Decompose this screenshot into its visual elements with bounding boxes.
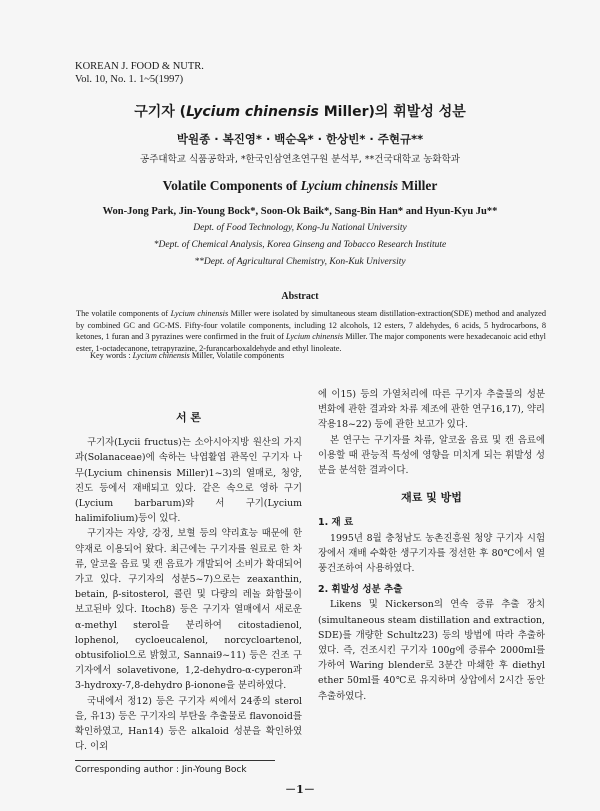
keywords: Key words : Lycium chinensis Miller, Volatile components [90, 351, 285, 360]
paragraph: Likens 및 Nickerson의 연속 증류 추출 장치(simultaneous steam distillation and extraction, SDE)를 개량한 Schultz23) 등의 방법에 따라 추출하였다. 즉, 건조시킨 구기자 100g에 증류수 2000ml를 가하여 Waring blender로 3분간 마쇄한 후 diethyl ether 50ml를 40℃로 유지하며 상압에서 2시간 동안 추출하였다. [318, 599, 545, 702]
section-heading-introduction: 서 론 [175, 411, 202, 424]
subsection-heading: 1. 재 료 [318, 517, 354, 529]
paragraph: 본 연구는 구기자를 차류, 알코올 음료 및 캔 음료에 이용할 때 관능적 특성에 영향을 미치게 되는 휘발성 성분을 분석한 결과이다. [318, 434, 545, 477]
page-number: －1－ [285, 783, 315, 796]
right-column [318, 387, 545, 704]
journal-name: KOREAN J. FOOD & NUTR. [75, 61, 204, 72]
paragraph: 에 이15) 등의 가열처리에 따른 구기자 추출물의 성분 변화에 관한 결과와 차류 제조에 관한 연구16,17), 약리작용18~22) 등에 관한 보고가 있다. [318, 389, 545, 431]
affiliation-1: Dept. of Food Technology, Kong-Ju National University [193, 223, 407, 233]
journal-header [75, 60, 204, 86]
english-title: Volatile Components of Lycium chinensis Miller [162, 178, 438, 193]
subsection-heading: 2. 휘발성 성분 추출 [318, 584, 403, 596]
korean-affiliations: 공주대학교 식품공학과, *한국인삼연초연구원 분석부, **건국대학교 농화학과 [140, 154, 460, 165]
footnote-rule [75, 760, 275, 761]
corresponding-author-footnote: Corresponding author : Jin-Young Bock [75, 765, 247, 775]
affiliation-2: *Dept. of Chemical Analysis, Korea Ginseng and Tobacco Research Institute [153, 240, 447, 250]
paragraph: 1995년 8월 충청남도 농촌진흥원 청양 구기자 시험장에서 재배 수확한 생구기자를 정선한 후 80℃에서 열풍건조하여 사용하였다. [318, 532, 545, 575]
journal-volume: Vol. 10, No. 1. 1~5(1997) [75, 74, 184, 85]
left-column [75, 410, 302, 754]
korean-authors: 박원종 · 복진영* · 백순옥* · 한상빈* · 주현규** [176, 132, 424, 146]
abstract-heading: Abstract [281, 291, 319, 302]
section-heading-methods: 재료 및 방법 [401, 491, 462, 505]
paragraph: 구기자(Lycii fructus)는 소아시아지방 원산의 가지과(Solanaceae)에 속하는 낙엽활엽 관목인 구기자 나무(Lycium chinensis Miller)1~3)의 열매로, 청양, 진도 등에서 재배되고 있다. 같은 속으로 영하 구기(Lycium barbarum)와 서 구기(Lycium halimifolium)등이 있다. [75, 437, 302, 525]
paragraph: 국내에서 정12) 등은 구기자 씨에서 24종의 sterol을, 유13) 등은 구기자의 부탄올 추출물로 flavonoid를 확인하였고, Han14) 등은 alkaloid 성분을 확인하였다. 이외 [75, 695, 302, 753]
abstract-text: The volatile components of Lycium chinensis Miller were isolated by simultaneous steam distillation-extraction(SDE) method and analyzed by combined GC and GC-MS. Fifty-four volatile components, including 12 alcohols, 12 esters, 7 aldehydes, 6 acids, 5 hydrocarbons, 8 ketones, 1 furan and 3 pyrazines were confirmed in the fruit of Lycium chinensis Miller. The major components were hexadecanoic acid ethyl ester, 1-octadecanone, tetrapyrazine, 2-furancarboxaldehyde and ethyl linoleate. [76, 309, 546, 353]
paragraph: 구기자는 자양, 강정, 보혈 등의 약리효능 때문에 한약재로 이용되어 왔다. 최근에는 구기자를 원료로 한 차류, 알코올 음료 및 캔 음료가 개발되어 소비가 확대되어가고 있다. 구기자의 성분5~7)으로는 zeaxanthin, betain, β-sitosterol, 콜린 및 다량의 레놀 화합물이 보고된바 있다. Itoch8) 등은 구기자 열매에서 새로운 α-methyl sterol을 분리하여 citostadienol, lophenol, cycloeucalenol, norcycloartenol, obtusifoliol으로 밝혔고, Sannai9~11) 등은 건조 구기자에서 solavetivone, 1,2-dehydro-α-cyperon과 3-hydroxy-7,8-dehydro β-ionone을 분리하였다. [75, 528, 302, 692]
affiliation-3: **Dept. of Agricultural Chemistry, Kon-Kuk University [194, 257, 406, 267]
korean-title: 구기자 (Lycium chinensis Miller)의 휘발성 성분 [134, 104, 466, 120]
english-authors: Won-Jong Park, Jin-Young Bock*, Soon-Ok Baik*, Sang-Bin Han* and Hyun-Kyu Ju** [102, 206, 498, 217]
